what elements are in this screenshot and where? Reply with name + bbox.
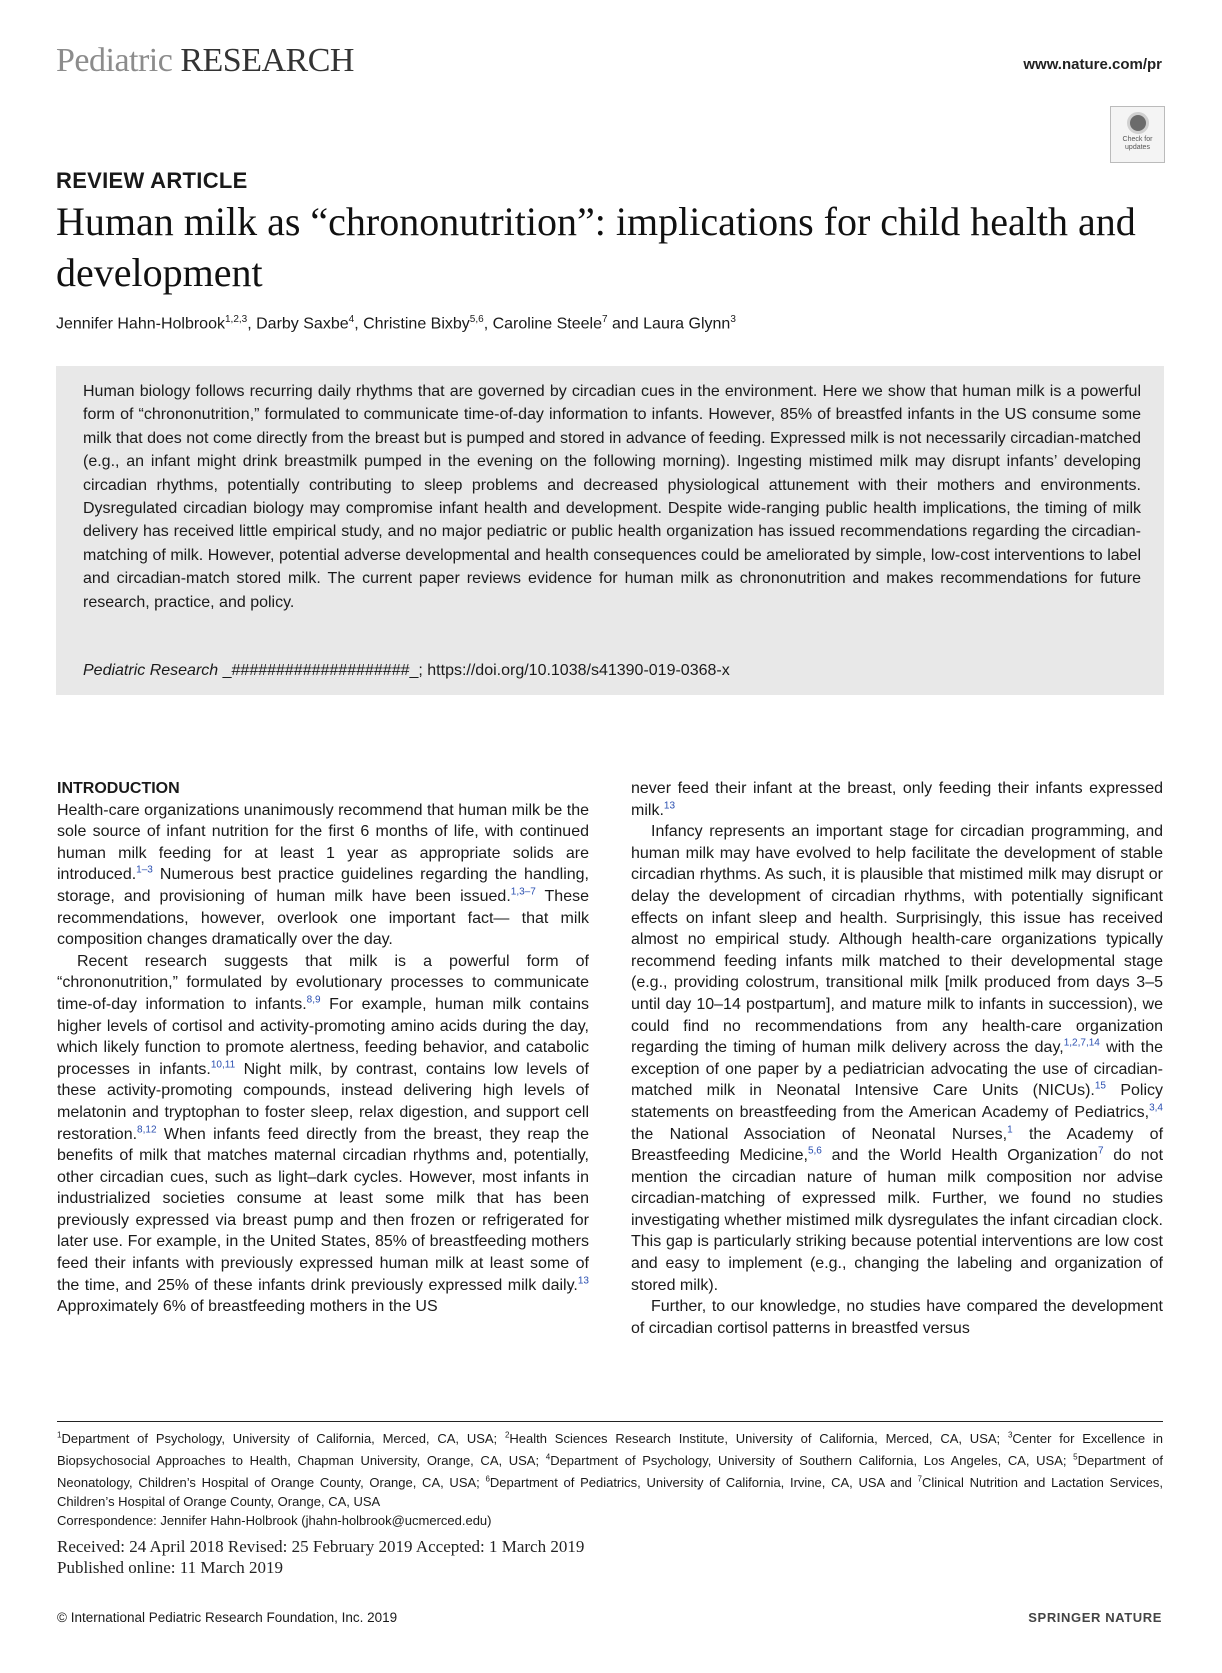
reference-link[interactable]: 1 [1007, 1124, 1013, 1136]
author-affiliation-ref: 1,2,3 [224, 314, 248, 325]
reference-link[interactable]: 13 [663, 800, 676, 812]
affiliation-list [57, 1431, 1163, 1509]
affiliation-text: Department of Neonatology, Children’s Hospital of Orange County, Orange, CA, USA; [57, 1453, 1163, 1491]
citation-doi[interactable]: _####################_; https://doi.org/10.1038/s41390-019-0368-x [218, 662, 730, 679]
author-name: Christine Bixby [363, 315, 470, 333]
journal-name-dark: RESEARCH [180, 42, 354, 79]
reference-link[interactable]: 13 [577, 1275, 589, 1287]
check-updates-icon [1127, 112, 1149, 134]
author-affiliation-ref: 7 [601, 314, 608, 325]
affiliations [57, 1427, 1163, 1531]
paragraph: Further, to our knowledge, no studies have compared the development of circadian cortisol patterns in breastfed versus [631, 1298, 1163, 1337]
paragraph: never feed their infant at the breast, only feeding their infants expressed milk.$^{13}$ [631, 780, 1163, 819]
author-name: Darby Saxbe [256, 315, 349, 333]
affiliation-number: 6 [485, 1475, 490, 1485]
affiliation-number: 1 [57, 1431, 62, 1440]
affiliation-number: 5 [1073, 1453, 1078, 1463]
reference-link[interactable]: 1,3–7 [510, 886, 536, 898]
badge-line-2: updates [1125, 144, 1150, 151]
affiliation-text: Department of Psychology, University of California, Merced, CA, USA; [61, 1431, 505, 1447]
journal-url-link[interactable]: www.nature.com/pr [1023, 56, 1162, 73]
publisher-logo: SPRINGER NATURE [1028, 1610, 1162, 1625]
affiliation-text: Health Sciences Research Institute, University of California, Merced, CA, USA; [509, 1431, 1008, 1447]
affiliation-text: Clinical Nutrition and Lactation Services, Children’s Hospital of Orange County, Orange, CA, USA [57, 1475, 1164, 1510]
affiliation-text: Department of Pediatrics, University of California, Irvine, CA, USA and [489, 1475, 918, 1491]
check-for-updates-badge[interactable] [1110, 106, 1165, 163]
reference-link[interactable]: 8,12 [137, 1124, 157, 1136]
affiliation-number: 3 [1007, 1431, 1013, 1440]
published-online: Published online: 11 March 2019 [57, 1558, 284, 1577]
badge-line-1: Check for [1122, 136, 1153, 143]
journal-name-light: Pediatric [56, 42, 173, 79]
section-heading-introduction: INTRODUCTION [57, 780, 180, 797]
affiliation-text: Department of Psychology, University of Southern California, Los Angeles, CA, USA; [550, 1453, 1074, 1469]
citation-line [83, 662, 730, 680]
author-name: Jennifer Hahn-Holbrook [56, 315, 225, 333]
author-list: Jennifer Hahn-Holbrook$^{1,2,3}$, Darby Saxbe$^4$, Christine Bixby$^{5,6}$, Caroline Steele$^7$ and Laura Glynn$^3$ [56, 314, 736, 333]
reference-link[interactable]: 10,11 [210, 1059, 236, 1071]
reference-link[interactable]: 7 [1097, 1145, 1104, 1157]
reference-link[interactable]: 1,2,7,14 [1063, 1037, 1100, 1049]
correspondence: Correspondence: Jennifer Hahn-Holbrook (jhahn-holbrook@ucmerced.edu) [57, 1512, 492, 1528]
affiliation-number: 2 [504, 1431, 510, 1440]
author-name: Laura Glynn [643, 315, 731, 333]
received-revised-accepted: Received: 24 April 2018 Revised: 25 February 2019 Accepted: 1 March 2019 [57, 1537, 585, 1556]
article-type: REVIEW ARTICLE [56, 168, 248, 193]
paragraph: Infancy represents an important stage for circadian programming, and human milk may have evolved to help facilitate the development of stable circadian rhythms. As such, it is plausible that mistimed milk may disrupt or delay the development of circadian rhythms, with potentially significant effects on infant sleep and health. Surprisingly, this issue has received almost no empirical study. Although health-care organizations typically recommend feeding infants milk matched to their developmental stage (e.g., providing colostrum, transitional milk [milk produced from days 3–5 until day 10–14 postpartum], and mature milk to infants in succession), we could find no recommendations from any health-care organization regarding the timing of human milk delivery across the day,$^{1,2,7,14}$ with the exception of one paper by a pediatrician advocating the use of circadian-matched milk in Neonatal Intensive Care Units (NICUs).$^{15}$ Policy statements on breastfeeding from the American Academy of Pediatrics,$^{3,4}$ the National Association of Neonatal Nurses,$^1$ the Academy of Breastfeeding Medicine,$^{5,6}$ and the World Health Organization$^7$ do not mention the circadian nature of human milk composition nor advise circadian-matching of expressed milk. Further, we found no studies investigating whether mistimed milk dysregulates the infant circadian clock. This gap is particularly striking because potential interventions are low cost and easy to implement (e.g., changing the labeling and organization of stored milk). [631, 823, 1164, 1294]
footnote-divider [57, 1421, 1163, 1422]
reference-link[interactable]: 3,4 [1149, 1102, 1163, 1114]
paragraph: Recent research suggests that milk is a powerful form of “chrononutrition,” formulated by evolutionary processes to communicate time-of-day information to infants.$^{8,9}$ For example, human milk contains higher levels of cortisol and activity-promoting amino acids during the day, which likely function to promote alertness, feeding behavior, and catabolic processes in infants.$^{10,11}$ Night milk, by contrast, contains low levels of these activity-promoting compounds, instead delivering high levels of melatonin and tryptophan to foster sleep, relax digestion, and support cell restoration.$^{8,12}$ When infants feed directly from the breast, they reap the benefits of milk that matches maternal circadian rhythms and, potentially, other circadian cues, such as light–dark cycles. However, most infants in industrialized societies consume at least some milk that has been previously expressed via breast pump and then frozen or refrigerated for later use. For example, in the United States, 85% of breastfeeding mothers feed their infants with previously expressed human milk at least some of the time, and 25% of these infants drink previously expressed milk daily.$^{13}$ Approximately 6% of breastfeeding mothers in the US [57, 952, 590, 1316]
body-column-left [57, 778, 589, 1318]
reference-link[interactable]: 5,6 [807, 1145, 822, 1157]
affiliation-text: Center for Excellence in Biopsychosocial Approaches to Health, Chapman University, Orange, CA, USA; [57, 1431, 1163, 1469]
article-dates [57, 1536, 584, 1578]
author-affiliation-ref: 4 [348, 314, 355, 325]
reference-link[interactable]: 8,9 [306, 994, 321, 1006]
reference-link[interactable]: 1–3 [136, 865, 153, 877]
affiliation-number: 7 [917, 1475, 922, 1485]
article-title: Human milk as “chrononutrition”: implications for child health and development [56, 199, 1136, 295]
reference-link[interactable]: 15 [1094, 1080, 1106, 1092]
affiliation-number: 4 [545, 1453, 551, 1463]
citation-journal: Pediatric Research [83, 662, 219, 679]
paragraph: Health-care organizations unanimously recommend that human milk be the sole source of infant nutrition for the first 6 months of life, with continued human milk feeding for at least 1 year as appropriate solids are introduced.$^{1-3}$ Numerous best practice guidelines regarding the handling, storage, and provisioning of human milk have been issued.$^{1,3-7}$ These recommendations, however, overlook one important fact— that milk composition changes dramatically over the day. [57, 801, 589, 949]
journal-logo [56, 44, 354, 78]
copyright: © International Pediatric Research Foundation, Inc. 2019 [57, 1610, 398, 1625]
author-name: Caroline Steele [492, 315, 602, 333]
abstract-text: Human biology follows recurring daily rhythms that are governed by circadian cues in the environment. Here we show that human milk is a powerful form of “chrononutrition,” formulated to communicate time-of-day information to infants. However, 85% of breastfed infants in the US consume some milk that does not come directly from the breast but is pumped and stored in advance of feeding. Expressed milk is not necessarily circadian-matched (e.g., an infant might drink breastmilk pumped in the evening on the following morning). Ingesting mistimed milk may disrupt infants’ developing circadian rhythms, potentially contributing to sleep problems and decreased physiological attunement with their mothers and environments. Dysregulated circadian biology may compromise infant health and development. Despite wide-ranging public health implications, the timing of milk delivery has received little empirical study, and no major pediatric or public health organization has issued recommendations regarding the circadian-matching of milk. However, potential adverse developmental and health consequences could be ameliorated by simple, low-cost interventions to label and circadian-match stored milk. The current paper reviews evidence for human milk as chrononutrition and makes recommendations for future research, practice, and policy. [83, 383, 1141, 611]
body-column-right [631, 778, 1163, 1339]
author-affiliation-ref: 5,6 [469, 314, 484, 325]
author-affiliation-ref: 3 [730, 314, 736, 325]
